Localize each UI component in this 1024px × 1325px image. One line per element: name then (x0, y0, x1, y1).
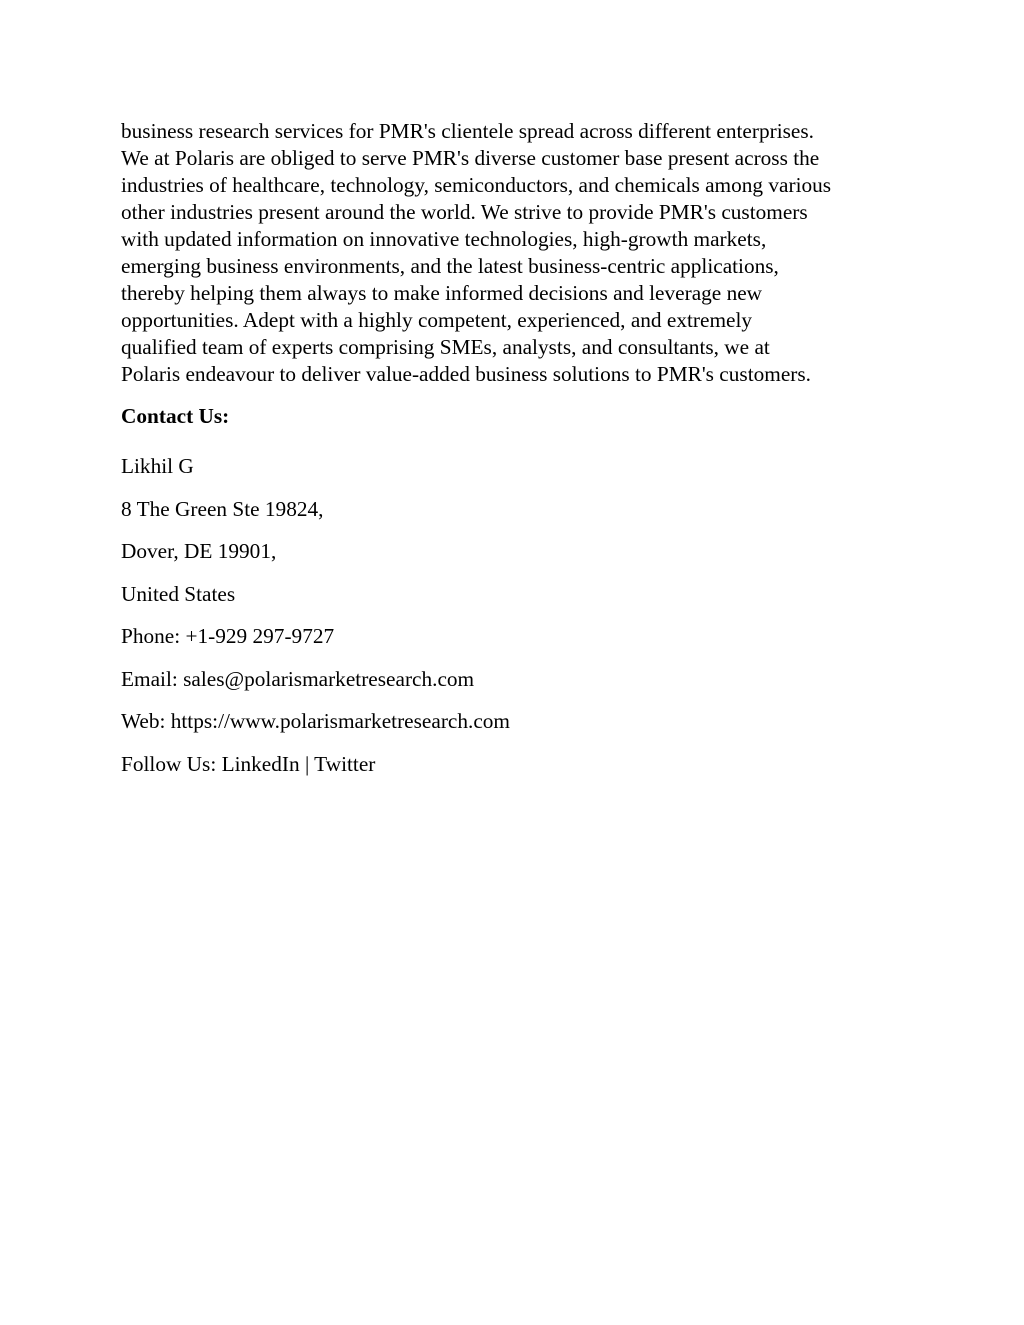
contact-web: Web: https://www.polarismarketresearch.com (121, 709, 511, 733)
paragraph-line: thereby helping them always to make informed decisions and leverage new (121, 281, 763, 305)
paragraph-line: emerging business environments, and the latest business-centric applications, (121, 254, 779, 278)
paragraph-line: We at Polaris are obliged to serve PMR's diverse customer base present across the (121, 146, 820, 170)
paragraph-line: opportunities. Adept with a highly competent, experienced, and extremely (121, 308, 753, 332)
contact-address-line1: 8 The Green Ste 19824, (121, 496, 324, 521)
contact-address-line2: Dover, DE 19901, (121, 539, 277, 563)
paragraph-line: industries of healthcare, technology, semiconductors, and chemicals among various (121, 173, 832, 197)
contact-country: United States (121, 581, 236, 606)
contact-block (121, 453, 921, 778)
paragraph-line: qualified team of experts comprising SMEs, analysts, and consultants, we at (121, 335, 770, 359)
paragraph-line: other industries present around the world. We strive to provide PMR's customers (121, 200, 808, 224)
contact-email: Email: sales@polarismarketresearch.com (121, 666, 475, 691)
document-page (121, 118, 921, 793)
paragraph-line: Polaris endeavour to deliver value-added business solutions to PMR's customers. (121, 362, 811, 386)
contact-name: Likhil G (121, 454, 194, 478)
contact-heading: Contact Us: (121, 404, 230, 428)
contact-follow-us: Follow Us: LinkedIn | Twitter (121, 751, 376, 776)
paragraph-line: with updated information on innovative technologies, high-growth markets, (121, 227, 767, 251)
company-description-paragraph (121, 118, 921, 388)
paragraph-line: business research services for PMR's clientele spread across different enterprises. (121, 119, 814, 143)
contact-phone: Phone: +1-929 297-9727 (121, 624, 335, 648)
